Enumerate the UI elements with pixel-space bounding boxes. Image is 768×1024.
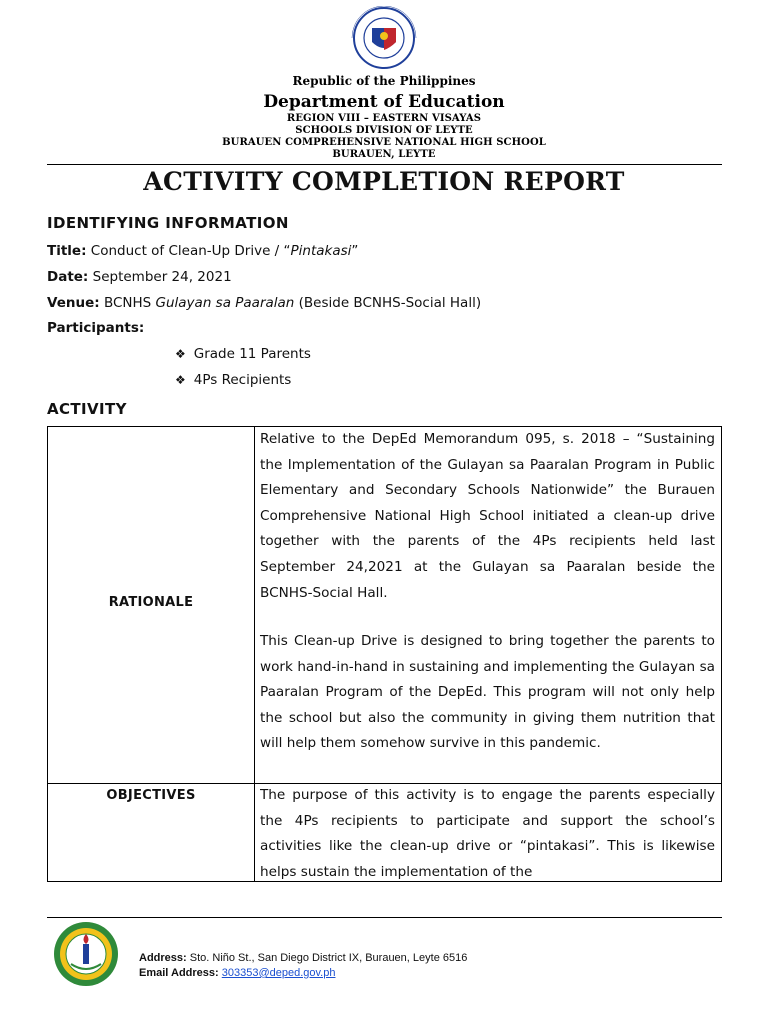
rationale-paragraph-1: Relative to the DepEd Memorandum 095, s. 2018 – “Sustaining the Implementation of the Gulayan sa Paaralan Program in Public Elementary and Secondary Schools Nationwide” the Burauen Comprehensive National High School initiated a clean-up drive together with the parents of the 4Ps recipients held last September 24,2021 at the Gulayan sa Paaralan beside the BCNHS-Social Hall. [260, 431, 715, 601]
republic-line: Republic of the Philippines [292, 74, 476, 88]
date-line [47, 269, 232, 285]
diamond-bullet-icon: ❖ [175, 347, 186, 361]
diamond-bullet-icon: ❖ [175, 373, 186, 387]
identifying-heading: IDENTIFYING INFORMATION [47, 214, 289, 232]
venue-label: Venue: [47, 295, 100, 311]
title-line [47, 243, 358, 259]
rationale-paragraph-2: This Clean-up Drive is designed to bring together the parents to work hand-in-hand in sustaining and implementing the Gulayan sa Paaralan Program of the DepEd. This program will not only help the school but also the community in giving them nutrition that will help them somehow survive in this pandemic. [260, 633, 715, 752]
date-label: Date: [47, 269, 89, 285]
rationale-label: RATIONALE [108, 595, 194, 610]
venue-line [47, 295, 481, 311]
header-divider [47, 164, 722, 165]
region-line: REGION VIII – EASTERN VISAYAS [286, 113, 482, 124]
activity-table [47, 426, 722, 882]
venue-value-italic: Gulayan sa Paaralan [155, 295, 295, 311]
report-title: ACTIVITY COMPLETION REPORT [143, 167, 625, 196]
deped-seal [346, 6, 422, 70]
venue-value: BCNHS [103, 295, 156, 311]
venue-value-end: (Beside BCNHS-Social Hall) [294, 295, 482, 311]
objectives-label: OBJECTIVES [106, 788, 196, 803]
email-label: Email Address: [139, 967, 219, 979]
footer-address [139, 952, 467, 964]
title-value-end: ” [351, 243, 359, 259]
list-item [175, 346, 311, 362]
participants-line [47, 320, 144, 336]
town-line: BURAUEN, LEYTE [332, 149, 436, 160]
date-value: September 24, 2021 [92, 269, 232, 285]
participant-name: Grade 11 Parents [193, 346, 311, 362]
department-name: Department of Education [263, 92, 505, 112]
footer-email [139, 967, 335, 979]
address-value: Sto. Niño St., San Diego District IX, Burauen, Leyte 6516 [189, 952, 468, 964]
school-line: BURAUEN COMPREHENSIVE NATIONAL HIGH SCHOOL [222, 137, 546, 148]
table-column-divider [254, 427, 255, 881]
school-logo [47, 920, 125, 988]
address-label: Address: [139, 952, 187, 964]
division-line: SCHOOLS DIVISION OF LEYTE [295, 125, 473, 136]
title-value: Conduct of Clean-Up Drive / “ [90, 243, 291, 259]
email-link[interactable]: 303353@deped.gov.ph [221, 967, 336, 979]
objectives-text: The purpose of this activity is to engage the parents especially the 4Ps recipients to participate and support the school’s activities like the clean-up drive or “pintakasi”. This is likewise helps sustain the implementation of the [260, 787, 715, 880]
participants-label: Participants: [47, 320, 145, 336]
participant-name: 4Ps Recipients [193, 372, 292, 388]
footer-divider [47, 917, 722, 918]
title-label: Title: [47, 243, 87, 259]
title-value-italic: Pintakasi [290, 243, 352, 259]
activity-heading: ACTIVITY [47, 400, 127, 418]
list-item [175, 372, 291, 388]
